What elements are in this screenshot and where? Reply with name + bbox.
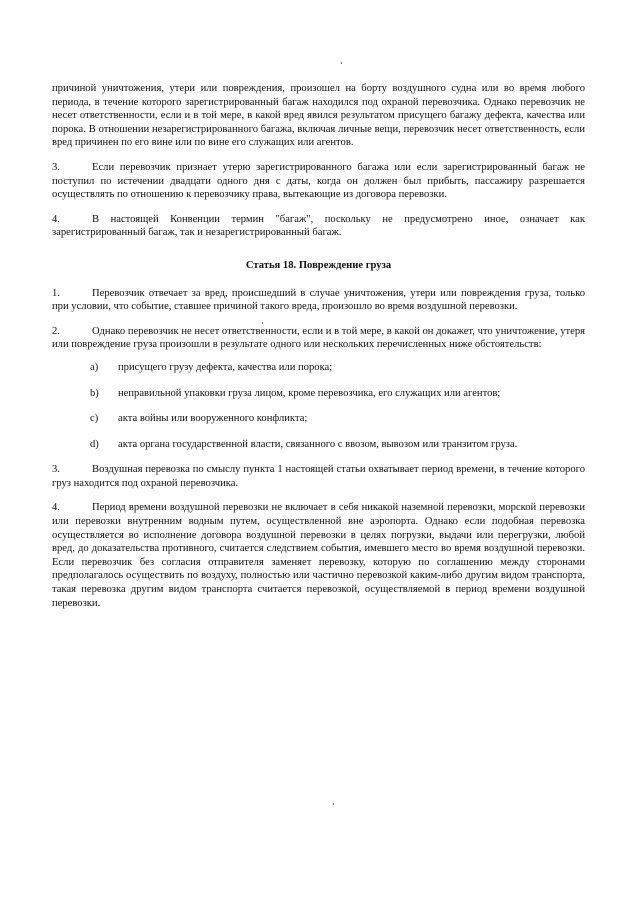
paragraph-number: 4. — [52, 213, 60, 225]
paragraph-number: 2. — [52, 325, 60, 337]
article-paragraph-4 — [52, 501, 585, 610]
list-item-letter: c) — [90, 413, 99, 425]
paragraph-text: Период времени воздушной перевозки не включает в себя никакой наземной перевозки, морской перевозки или перевозки внутренним водным путем, осуществленной вне аэропорта. Однако если подобная перевозка осуществляется во исполнение договора воздушной перевозки в целях погрузки, выдачи или перегрузки, любой вред, до доказательства противного, считается следствием события, имевшего место во время воздушной перевозки. Если перевозчик без согласия отправителя заменяет перевозку, которую по соглашению между сторонами предполагалось осуществить по воздуху, полностью или частично перевозкой каким-либо другим видом транспорта, такая перевозка другим видом транспорта считается перевозкой, осуществляемой в период времени воздушной перевозки. — [52, 502, 585, 609]
list-item-text: неправильной упаковки груза лицом, кроме перевозчика, его служащих или агентов; — [118, 387, 501, 399]
list-item-text: акта органа государственной власти, связанного с ввозом, вывозом или транзитом груза. — [118, 438, 518, 450]
paragraph-4 — [52, 213, 585, 240]
paragraph-text: Если перевозчик признает утерю зарегистрированного багажа или если зарегистрированный багаж не поступил по истечении двадцати одного дня с даты, когда он должен был прибыть, пассажиру разрешается осуществлять по отношению к перевозчику права, вытекающие из договора перевозки. — [52, 161, 585, 201]
document-body — [52, 82, 585, 621]
paragraph-text: Перевозчик отвечает за вред, происшедший в случае уничтожения, утери или повреждения груза, только при условии, что событие, ставшее причиной такого вреда, произошло во время воздушной перевозки. — [52, 287, 585, 313]
paragraph-number: 3. — [52, 464, 60, 476]
paragraph-text: В настоящей Конвенции термин "багаж", поскольку не предусмотрено иное, означает как зарегистрированный багаж, так и незарегистрированный багаж. — [52, 213, 585, 239]
scan-speck — [341, 62, 342, 64]
list-item — [52, 412, 585, 426]
list-item-letter: d) — [90, 438, 99, 450]
list-item — [52, 438, 585, 452]
list-item-letter: b) — [90, 387, 99, 399]
paragraph-number: 3. — [52, 161, 60, 173]
paragraph-text: Однако перевозчик не несет ответственности, если и в той мере, в какой он докажет, что уничтожение, утеря или повреждение груза произошли в результате одного или нескольких перечисленных ниже обстоятельств: — [52, 325, 585, 351]
list-item — [52, 361, 585, 375]
list-item — [52, 387, 585, 401]
list-item-text: присущего грузу дефекта, качества или порока; — [118, 361, 333, 373]
circumstances-list — [52, 361, 585, 451]
paragraph-3 — [52, 161, 585, 202]
scan-speck — [333, 803, 334, 805]
article-heading: Статья 18. Повреждение груза — [245, 259, 392, 271]
intro-paragraph: причиной уничтожения, утери или повреждения, произошел на борту воздушного судна или во время любого периода, в течение которого зарегистрированный багаж находился под охраной перевозчика. Однако перевозчик не несет ответственности, если и в той мере, в какой вред явился результатом присущего багажу дефекта, качества или порока. В отношении незарегистрированного багажа, включая личные вещи, перевозчик несет ответственность, если вред причинен по его вине или по вине его служащих или агентов. — [52, 83, 585, 149]
article-paragraph-3 — [52, 463, 585, 490]
list-item-letter: a) — [90, 361, 99, 373]
paragraph-number: 4. — [52, 502, 60, 514]
paragraph-number: 1. — [52, 287, 60, 299]
article-paragraph-1 — [52, 287, 585, 314]
list-item-text: акта войны или вооруженного конфликта; — [118, 413, 308, 425]
article-paragraph-2 — [52, 325, 585, 352]
paragraph-text: Воздушная перевозка по смыслу пункта 1 настоящей статьи охватывает период времени, в течение которого груз находится под охраной перевозчика. — [52, 464, 585, 489]
